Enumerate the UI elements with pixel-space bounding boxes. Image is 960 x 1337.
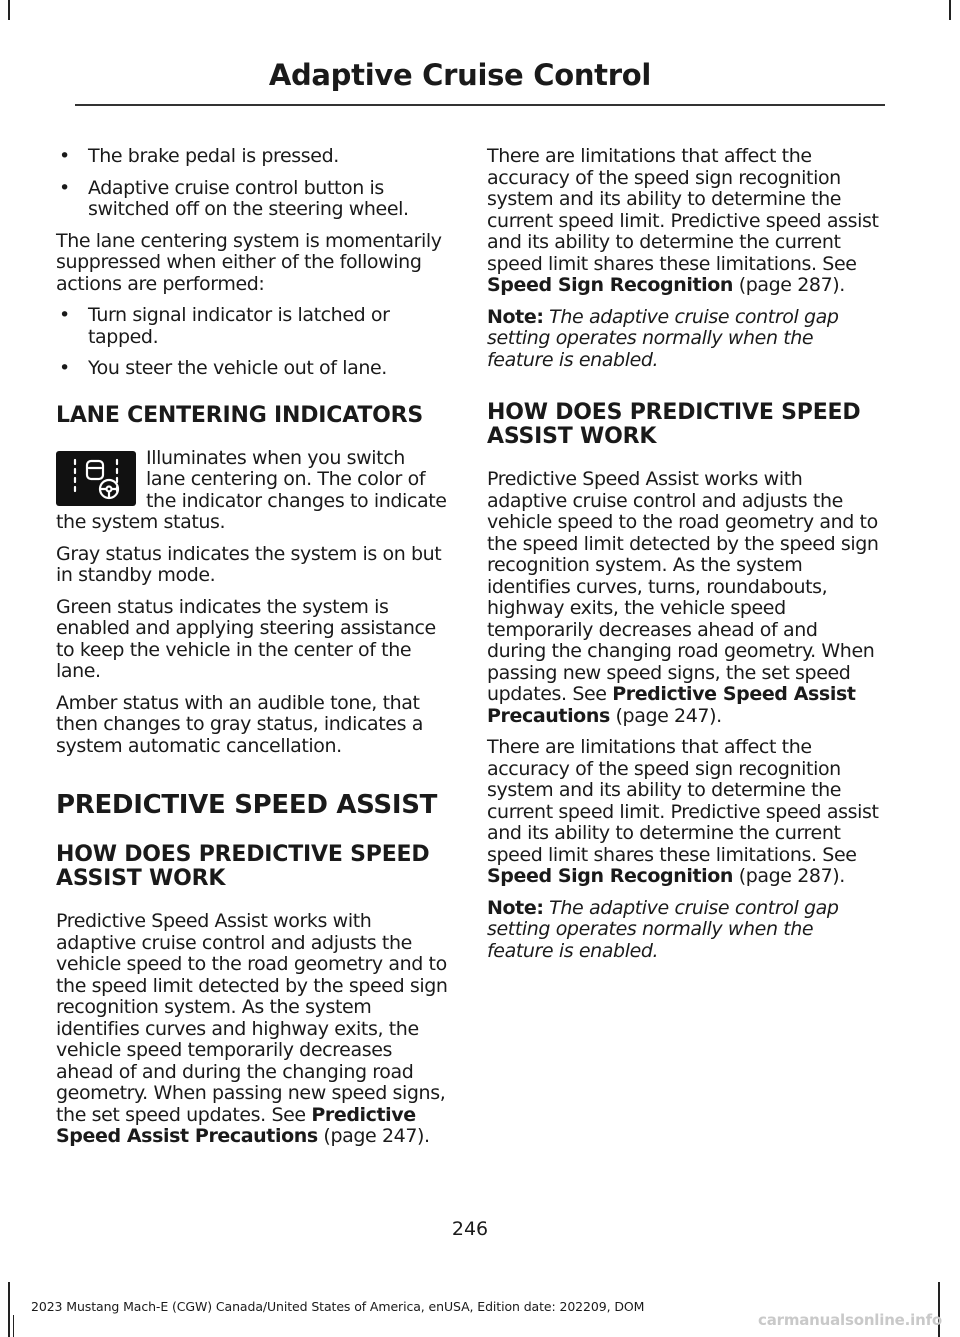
speed-sign-recognition-link[interactable]: Speed Sign Recognition xyxy=(487,865,734,887)
list-item: • Turn signal indicator is latched or tapped. xyxy=(56,305,448,348)
note-label: Note: xyxy=(487,896,544,919)
lane-centering-indicator-icon xyxy=(56,451,136,506)
page-number: 246 xyxy=(451,1218,489,1240)
page-reference: (page 287). xyxy=(733,865,845,887)
section-heading-lane-centering-indicators: LANE CENTERING INDICATORS xyxy=(56,402,424,428)
green-status-text: Green status indicates the system is enabled and applying steering assistance to keep the vehicle in the center of the lane. xyxy=(56,595,436,682)
amber-status-text: Amber status with an audible tone, that then changes to gray status, indicates a system automatic cancellation. xyxy=(56,691,423,757)
page-reference: (page 247). xyxy=(317,1125,430,1147)
gray-status-text: Gray status indicates the system is on but in standby mode. xyxy=(56,542,442,586)
section-heading-predictive-speed-assist: PREDICTIVE SPEED ASSIST xyxy=(56,790,438,820)
crop-mark-bottom-left-short xyxy=(13,1315,14,1337)
limitations-text: There are limitations that affect the accuracy of the speed sign recognition system and its ability to determine the current speed limit. Predictive speed assist and its ability to determine the current speed limit shares these limitations. See xyxy=(487,145,879,275)
subheading-how-does-psa-work: HOW DOES PREDICTIVE SPEED ASSIST WORK xyxy=(56,842,430,891)
watermark: carmanualsonline.info xyxy=(758,1311,942,1329)
crop-mark-bottom-left xyxy=(8,1282,10,1337)
psa-description-paragraph xyxy=(56,911,448,1148)
psa-precautions-link[interactable]: Predictive Speed Assist Precautions xyxy=(56,1103,416,1147)
list-item: • The brake pedal is pressed. xyxy=(56,146,448,168)
page-header-title: Adaptive Cruise Control xyxy=(268,58,651,92)
page-reference: (page 287). xyxy=(733,274,845,296)
limitations-text: There are limitations that affect the accuracy of the speed sign recognition system and its ability to determine the current speed limit. Predictive speed assist and its ability to determine the current speed limit shares these limitations. See xyxy=(487,736,879,866)
right-column xyxy=(487,146,879,972)
speed-sign-recognition-link[interactable]: Speed Sign Recognition xyxy=(487,274,734,296)
note-paragraph xyxy=(487,898,879,963)
indicator-description xyxy=(56,448,448,544)
psa-description-text: Predictive Speed Assist works with adaptive cruise control and adjusts the vehicle speed to the road geometry and to the speed limit detected by the speed sign recognition system. As the system identifies curves, turns, roundabouts, highway exits, the vehicle speed temporarily decreases ahead of and during the changing road geometry. When passing new speed signs, the set speed updates. See xyxy=(487,468,879,705)
psa-description-paragraph xyxy=(487,469,879,727)
note-text: The adaptive cruise control gap setting operates normally when the feature is enabled. xyxy=(487,896,839,962)
header-divider xyxy=(75,104,885,106)
edition-footer: 2023 Mustang Mach-E (CGW) Canada/United States of America, enUSA, Edition date: 202209, DOM xyxy=(31,1299,645,1314)
indicator-text: Illuminates when you switch lane centering on. The color of the indicator changes to indicate the system status. xyxy=(56,447,447,533)
limitations-paragraph xyxy=(487,146,879,297)
crop-mark-top-left xyxy=(8,0,10,20)
crop-mark-top-right xyxy=(949,0,951,20)
list-item: • You steer the vehicle out of lane. xyxy=(56,358,448,380)
left-column xyxy=(56,146,448,1158)
note-text: The adaptive cruise control gap setting operates normally when the feature is enabled. xyxy=(487,305,839,371)
psa-precautions-link[interactable]: Predictive Speed Assist Precautions xyxy=(487,683,856,727)
psa-description-text: Predictive Speed Assist works with adaptive cruise control and adjusts the vehicle speed to the road geometry and to the speed limit detected by the speed sign recognition system. As the system identifies curves and highway exits, the vehicle speed temporarily decreases ahead of and during the changing road geometry. When passing new speed signs, the set speed updates. See xyxy=(56,910,448,1126)
suppression-paragraph: The lane centering system is momentarily suppressed when either of the following actions are performed: xyxy=(56,229,442,295)
note-label: Note: xyxy=(487,305,544,328)
list-item: • Adaptive cruise control button is switched off on the steering wheel. xyxy=(56,178,448,221)
suppression-actions-list xyxy=(56,305,448,380)
exit-conditions-list xyxy=(56,146,448,221)
page-reference: (page 247). xyxy=(609,704,722,727)
limitations-paragraph xyxy=(487,737,879,888)
note-paragraph xyxy=(487,307,879,372)
subheading-how-does-psa-work: HOW DOES PREDICTIVE SPEED ASSIST WORK xyxy=(487,400,861,449)
